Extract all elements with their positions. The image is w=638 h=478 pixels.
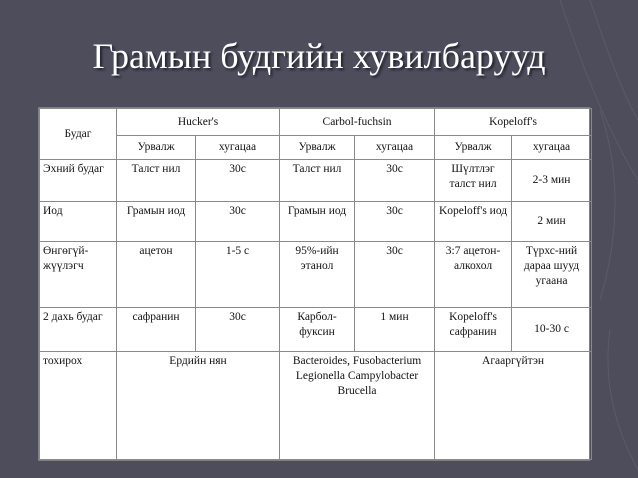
table-cell: 10-30 с xyxy=(512,308,592,352)
table-cell: Шүлтлэг талст нил xyxy=(435,160,512,202)
table-cell: 30с xyxy=(196,308,280,352)
table-cell: 2-3 мин xyxy=(512,160,592,202)
table-cell: ацетон xyxy=(117,242,196,308)
subheader-time: хугацаа xyxy=(512,136,592,160)
group-header-hucker: Hucker's xyxy=(117,109,280,136)
table-cell: сафранин xyxy=(117,308,196,352)
table-cell: 30с xyxy=(355,242,435,308)
row-label: тохирох xyxy=(40,352,117,460)
table-cell: 3:7 ацетон-алкохол xyxy=(435,242,512,308)
table-cell: 2 мин xyxy=(512,202,592,242)
table-cell: 30с xyxy=(196,160,280,202)
table-row xyxy=(40,160,592,202)
group-header-kopeloff: Kopeloff's xyxy=(435,109,592,136)
table-cell: 30с xyxy=(355,160,435,202)
subheader-reagent: Урвалж xyxy=(435,136,512,160)
row-label: Эхний будаг xyxy=(40,160,117,202)
table-cell: Карбол-фуксин xyxy=(280,308,355,352)
row-label: Иод xyxy=(40,202,117,242)
table-cell: 30с xyxy=(196,202,280,242)
corner-header: Будаг xyxy=(40,109,117,160)
table-cell: Ердийн нян xyxy=(117,352,280,460)
group-header-carbol: Carbol-fuchsin xyxy=(280,109,435,136)
row-label: Өнгөгүй-жүүлэгч xyxy=(40,242,117,308)
table-cell: Талст нил xyxy=(117,160,196,202)
table-cell: Bacteroides, Fusobacterium Legionella Campylobacter Brucella xyxy=(280,352,435,460)
staining-table xyxy=(38,107,590,461)
subheader-reagent: Урвалж xyxy=(280,136,355,160)
subheader-reagent: Урвалж xyxy=(117,136,196,160)
table-cell: 1 мин xyxy=(355,308,435,352)
subheader-time: хугацаа xyxy=(355,136,435,160)
table-cell: Агааргүйтэн xyxy=(435,352,592,460)
row-label: 2 дахь будаг xyxy=(40,308,117,352)
table-row xyxy=(40,242,592,308)
table-cell: Kopeloff's иод xyxy=(435,202,512,242)
table-cell: Талст нил xyxy=(280,160,355,202)
table-cell: 95%-ийн этанол xyxy=(280,242,355,308)
table-cell: Грамын иод xyxy=(117,202,196,242)
table-cell: Kopeloff's сафранин xyxy=(435,308,512,352)
table-cell: 1-5 с xyxy=(196,242,280,308)
table-cell: Түрхс-ний дараа шууд угаана xyxy=(512,242,592,308)
table-row xyxy=(40,352,592,460)
table-cell: Грамын иод xyxy=(280,202,355,242)
table-cell: 30с xyxy=(355,202,435,242)
table-row xyxy=(40,308,592,352)
table-row xyxy=(40,202,592,242)
slide-title: Грамын будгийн хувилбарууд xyxy=(92,36,546,76)
subheader-time: хугацаа xyxy=(196,136,280,160)
